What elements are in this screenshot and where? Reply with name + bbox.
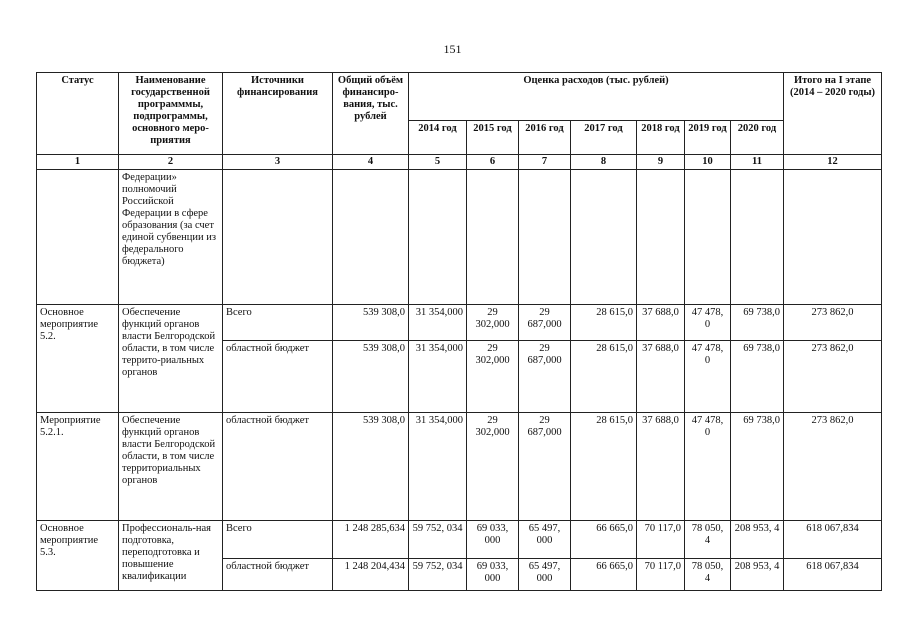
status-cell: Основное мероприятие 5.3. <box>37 521 119 591</box>
column-number: 2 <box>119 155 223 170</box>
year-2015-cell: 69 033, 000 <box>467 521 519 559</box>
year-2019-cell: 47 478, 0 <box>685 341 731 413</box>
total-cell: 1 248 285,634 <box>333 521 409 559</box>
total-cell: 539 308,0 <box>333 413 409 521</box>
header-year-2017: 2017 год <box>571 121 637 155</box>
header-year-2018: 2018 год <box>637 121 685 155</box>
status-cell: Основное мероприятие 5.2. <box>37 305 119 413</box>
table-row <box>37 305 882 341</box>
header-name: Наименование государственной программмы, подпрограммы, основного меро-приятия <box>119 73 223 155</box>
year-2017-cell: 28 615,0 <box>571 305 637 341</box>
column-number: 11 <box>731 155 784 170</box>
empty-cell <box>571 170 637 305</box>
header-total-volume: Общий объём финансиро-вания, тыс. рублей <box>333 73 409 155</box>
year-2014-cell: 31 354,000 <box>409 413 467 521</box>
year-2017-cell: 66 665,0 <box>571 521 637 559</box>
year-2018-cell: 70 117,0 <box>637 521 685 559</box>
stage-total-cell: 618 067,834 <box>784 559 882 591</box>
year-2017-cell: 28 615,0 <box>571 413 637 521</box>
table-row-continuation <box>37 170 882 305</box>
year-2015-cell: 29 302,000 <box>467 305 519 341</box>
year-2016-cell: 29 687,000 <box>519 341 571 413</box>
page-number: 151 <box>443 42 462 56</box>
stage-total-cell: 273 862,0 <box>784 305 882 341</box>
column-number: 6 <box>467 155 519 170</box>
year-2016-cell: 65 497, 000 <box>519 559 571 591</box>
year-2017-cell: 28 615,0 <box>571 341 637 413</box>
year-2020-cell: 208 953, 4 <box>731 521 784 559</box>
year-2017-cell: 66 665,0 <box>571 559 637 591</box>
source-cell: областной бюджет <box>223 559 333 591</box>
header-year-2015: 2015 год <box>467 121 519 155</box>
column-number: 4 <box>333 155 409 170</box>
total-cell: 1 248 204,434 <box>333 559 409 591</box>
column-number: 12 <box>784 155 882 170</box>
table-row <box>37 413 882 521</box>
year-2019-cell: 78 050, 4 <box>685 521 731 559</box>
header-year-2016: 2016 год <box>519 121 571 155</box>
budget-table <box>36 72 882 591</box>
year-2018-cell: 37 688,0 <box>637 341 685 413</box>
header-status: Статус <box>37 73 119 155</box>
name-cell: Обеспечение функций органов власти Белгородской области, в том числе террито-риальных органов <box>119 305 223 413</box>
source-cell: Всего <box>223 305 333 341</box>
empty-cell <box>467 170 519 305</box>
empty-cell <box>784 170 882 305</box>
empty-cell <box>685 170 731 305</box>
column-number: 3 <box>223 155 333 170</box>
header-stage-total: Итого на I этапе (2014 – 2020 годы) <box>784 73 882 155</box>
year-2015-cell: 69 033, 000 <box>467 559 519 591</box>
year-2015-cell: 29 302,000 <box>467 413 519 521</box>
year-2018-cell: 37 688,0 <box>637 413 685 521</box>
header-year-2019: 2019 год <box>685 121 731 155</box>
stage-total-cell: 273 862,0 <box>784 341 882 413</box>
year-2014-cell: 31 354,000 <box>409 305 467 341</box>
year-2014-cell: 31 354,000 <box>409 341 467 413</box>
source-cell: Всего <box>223 521 333 559</box>
empty-cell <box>519 170 571 305</box>
name-cell: Федерации» полномочий Российской Федерации в сфере образования (за счет единой субвенции из федерального бюджета) <box>119 170 223 305</box>
column-number: 5 <box>409 155 467 170</box>
column-number: 9 <box>637 155 685 170</box>
year-2018-cell: 37 688,0 <box>637 305 685 341</box>
column-number: 7 <box>519 155 571 170</box>
year-2019-cell: 78 050, 4 <box>685 559 731 591</box>
year-2016-cell: 29 687,000 <box>519 305 571 341</box>
status-cell <box>37 170 119 305</box>
year-2019-cell: 47 478, 0 <box>685 305 731 341</box>
year-2014-cell: 59 752, 034 <box>409 521 467 559</box>
name-cell: Обеспечение функций органов власти Белгородской области, в том числе территориальных органов <box>119 413 223 521</box>
empty-cell <box>333 170 409 305</box>
stage-total-cell: 618 067,834 <box>784 521 882 559</box>
year-2015-cell: 29 302,000 <box>467 341 519 413</box>
year-2020-cell: 69 738,0 <box>731 305 784 341</box>
year-2016-cell: 65 497, 000 <box>519 521 571 559</box>
empty-cell <box>731 170 784 305</box>
header-sources: Источники финансирования <box>223 73 333 155</box>
source-cell: областной бюджет <box>223 413 333 521</box>
table-row <box>37 521 882 559</box>
header-estimate: Оценка расходов (тыс. рублей) <box>409 73 784 121</box>
total-cell: 539 308,0 <box>333 305 409 341</box>
column-number: 1 <box>37 155 119 170</box>
year-2014-cell: 59 752, 034 <box>409 559 467 591</box>
year-2016-cell: 29 687,000 <box>519 413 571 521</box>
year-2020-cell: 69 738,0 <box>731 413 784 521</box>
empty-cell <box>637 170 685 305</box>
status-cell: Мероприятие 5.2.1. <box>37 413 119 521</box>
year-2018-cell: 70 117,0 <box>637 559 685 591</box>
header-year-2014: 2014 год <box>409 121 467 155</box>
name-cell: Профессиональ-ная подготовка, переподготовка и повышение квалификации <box>119 521 223 591</box>
empty-cell <box>223 170 333 305</box>
column-number: 8 <box>571 155 637 170</box>
column-number-row <box>37 155 882 170</box>
stage-total-cell: 273 862,0 <box>784 413 882 521</box>
year-2020-cell: 69 738,0 <box>731 341 784 413</box>
year-2020-cell: 208 953, 4 <box>731 559 784 591</box>
empty-cell <box>409 170 467 305</box>
year-2019-cell: 47 478, 0 <box>685 413 731 521</box>
column-number: 10 <box>685 155 731 170</box>
source-cell: областной бюджет <box>223 341 333 413</box>
total-cell: 539 308,0 <box>333 341 409 413</box>
header-year-2020: 2020 год <box>731 121 784 155</box>
